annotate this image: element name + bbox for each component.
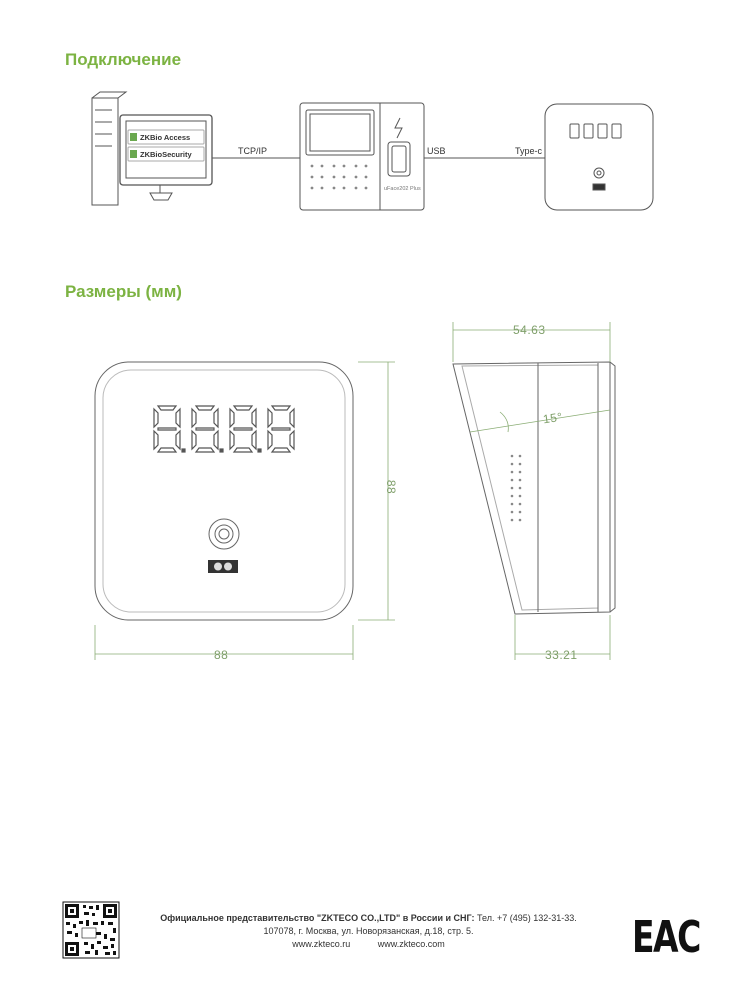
link-label-typec: Type-c: [515, 146, 543, 156]
terminal-device-icon: [300, 103, 424, 210]
software-label-security: ZKBioSecurity: [140, 150, 192, 159]
dim-side-top-depth: 54.63: [513, 323, 546, 337]
footer-sites: [0, 938, 737, 951]
eac-mark-icon: EAC: [632, 912, 700, 963]
seven-segment-digits: [154, 406, 294, 452]
dim-tilt-angle: 15°: [542, 409, 564, 427]
footer-phone: Тел. +7 (495) 132-31-33.: [477, 913, 577, 923]
side-vent-dots: [511, 455, 522, 522]
software-label-access: ZKBio Access: [140, 133, 191, 142]
footer-address: 107078, г. Москва, ул. Новорязанская, д.18, стр. 5.: [263, 926, 474, 936]
section-title-dimensions: Размеры (мм): [65, 282, 182, 301]
section-title-connection: Подключение: [65, 50, 182, 69]
dim-front-height: 88: [384, 479, 399, 495]
front-dimension-lines: [95, 362, 395, 660]
dim-side-bottom-depth: 33.21: [545, 648, 578, 662]
side-view-device: [453, 362, 615, 614]
footer-site-ru[interactable]: www.zkteco.ru: [292, 939, 351, 949]
terminal-model-label: uFace202 Plus: [384, 186, 421, 192]
footer-company: Официальное представительство "ZKTECO CO.,LTD" в России и СНГ:: [160, 913, 475, 923]
footer-line-1: [0, 912, 737, 925]
footer-site-com[interactable]: www.zkteco.com: [377, 939, 445, 949]
display-device-icon: [545, 104, 653, 210]
link-label-tcpip: TCP/IP: [238, 146, 268, 156]
computer-icon: [92, 92, 212, 205]
dim-front-width: 88: [214, 648, 229, 662]
ir-sensor: [208, 560, 238, 573]
link-label-usb: USB: [427, 146, 446, 156]
footer-contacts: [0, 912, 737, 951]
front-view-device: [95, 362, 353, 620]
terminal-keypad-dots: [311, 165, 368, 190]
